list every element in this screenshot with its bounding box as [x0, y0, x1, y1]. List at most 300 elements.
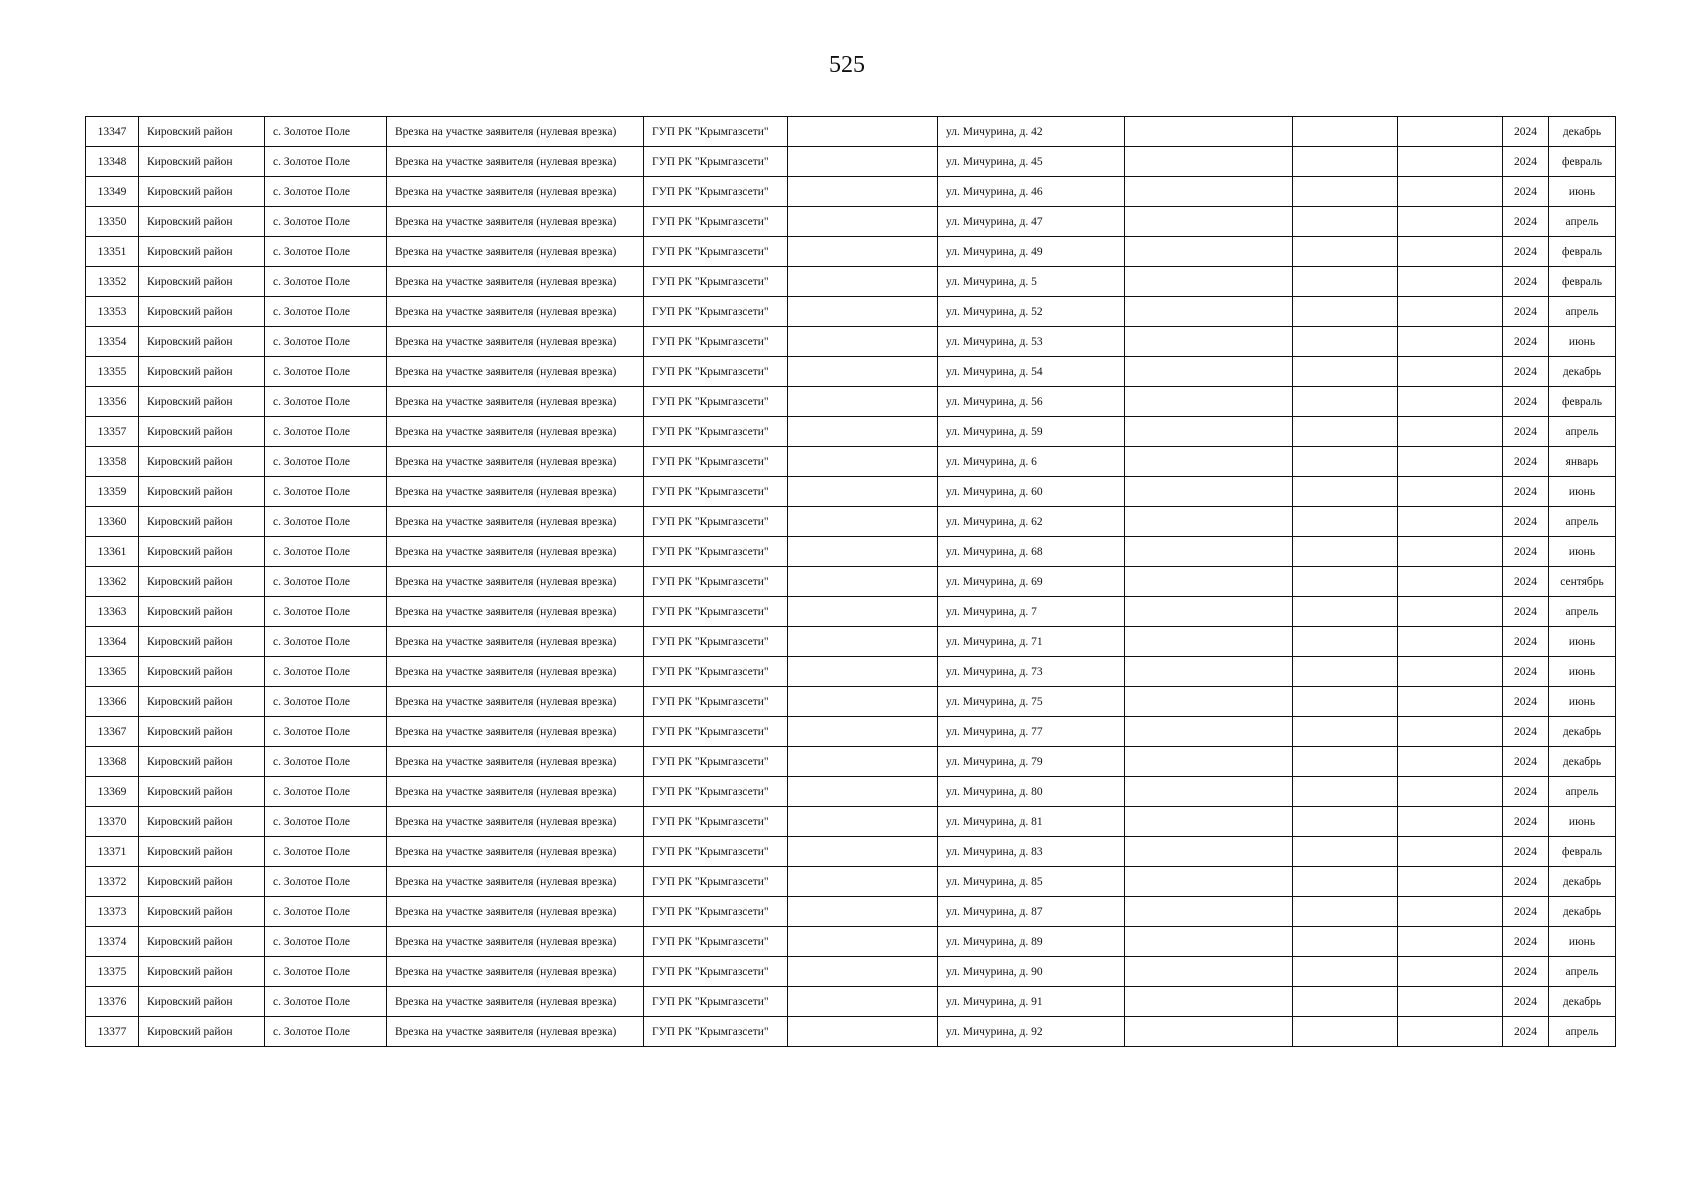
empty-cell	[1398, 537, 1503, 567]
empty-cell	[1293, 267, 1398, 297]
empty-cell	[1398, 357, 1503, 387]
year-cell: 2024	[1503, 147, 1549, 177]
organization-cell: ГУП РК "Крымгазсети"	[644, 867, 788, 897]
year-cell: 2024	[1503, 327, 1549, 357]
address-cell: ул. Мичурина, д. 87	[938, 897, 1125, 927]
empty-cell	[1293, 987, 1398, 1017]
empty-cell	[788, 597, 938, 627]
row-number-cell: 13360	[86, 507, 139, 537]
month-cell: апрель	[1549, 207, 1616, 237]
empty-cell	[1398, 597, 1503, 627]
year-cell: 2024	[1503, 627, 1549, 657]
address-cell: ул. Мичурина, д. 79	[938, 747, 1125, 777]
address-cell: ул. Мичурина, д. 53	[938, 327, 1125, 357]
table-row	[86, 837, 1616, 867]
empty-cell	[1293, 957, 1398, 987]
table-row	[86, 687, 1616, 717]
empty-cell	[1125, 507, 1293, 537]
address-cell: ул. Мичурина, д. 90	[938, 957, 1125, 987]
table-row	[86, 807, 1616, 837]
work-type-cell: Врезка на участке заявителя (нулевая врезка)	[387, 657, 644, 687]
settlement-cell: с. Золотое Поле	[265, 657, 387, 687]
address-cell: ул. Мичурина, д. 68	[938, 537, 1125, 567]
work-type-cell: Врезка на участке заявителя (нулевая врезка)	[387, 207, 644, 237]
month-cell: июнь	[1549, 477, 1616, 507]
work-type-cell: Врезка на участке заявителя (нулевая врезка)	[387, 597, 644, 627]
settlement-cell: с. Золотое Поле	[265, 747, 387, 777]
district-cell: Кировский район	[139, 117, 265, 147]
month-cell: апрель	[1549, 777, 1616, 807]
settlement-cell: с. Золотое Поле	[265, 147, 387, 177]
row-number-cell: 13359	[86, 477, 139, 507]
empty-cell	[1398, 957, 1503, 987]
district-cell: Кировский район	[139, 357, 265, 387]
row-number-cell: 13373	[86, 897, 139, 927]
month-cell: январь	[1549, 447, 1616, 477]
settlement-cell: с. Золотое Поле	[265, 327, 387, 357]
organization-cell: ГУП РК "Крымгазсети"	[644, 237, 788, 267]
month-cell: февраль	[1549, 387, 1616, 417]
empty-cell	[1398, 507, 1503, 537]
month-cell: июнь	[1549, 627, 1616, 657]
table-row	[86, 477, 1616, 507]
empty-cell	[1398, 867, 1503, 897]
row-number-cell: 13358	[86, 447, 139, 477]
address-cell: ул. Мичурина, д. 47	[938, 207, 1125, 237]
settlement-cell: с. Золотое Поле	[265, 717, 387, 747]
table-row	[86, 147, 1616, 177]
month-cell: июнь	[1549, 807, 1616, 837]
year-cell: 2024	[1503, 597, 1549, 627]
empty-cell	[1293, 747, 1398, 777]
year-cell: 2024	[1503, 357, 1549, 387]
organization-cell: ГУП РК "Крымгазсети"	[644, 567, 788, 597]
work-type-cell: Врезка на участке заявителя (нулевая врезка)	[387, 387, 644, 417]
settlement-cell: с. Золотое Поле	[265, 897, 387, 927]
row-number-cell: 13350	[86, 207, 139, 237]
address-cell: ул. Мичурина, д. 92	[938, 1017, 1125, 1047]
empty-cell	[1125, 597, 1293, 627]
empty-cell	[1293, 627, 1398, 657]
empty-cell	[1293, 297, 1398, 327]
settlement-cell: с. Золотое Поле	[265, 177, 387, 207]
empty-cell	[1125, 357, 1293, 387]
table-row	[86, 747, 1616, 777]
empty-cell	[1125, 267, 1293, 297]
address-cell: ул. Мичурина, д. 46	[938, 177, 1125, 207]
district-cell: Кировский район	[139, 237, 265, 267]
settlement-cell: с. Золотое Поле	[265, 957, 387, 987]
organization-cell: ГУП РК "Крымгазсети"	[644, 507, 788, 537]
empty-cell	[1398, 417, 1503, 447]
organization-cell: ГУП РК "Крымгазсети"	[644, 447, 788, 477]
empty-cell	[788, 777, 938, 807]
empty-cell	[1293, 897, 1398, 927]
month-cell: июнь	[1549, 927, 1616, 957]
page-number: 525	[829, 52, 865, 78]
work-type-cell: Врезка на участке заявителя (нулевая врезка)	[387, 357, 644, 387]
empty-cell	[1125, 777, 1293, 807]
work-type-cell: Врезка на участке заявителя (нулевая врезка)	[387, 897, 644, 927]
organization-cell: ГУП РК "Крымгазсети"	[644, 117, 788, 147]
work-type-cell: Врезка на участке заявителя (нулевая врезка)	[387, 267, 644, 297]
empty-cell	[1125, 687, 1293, 717]
year-cell: 2024	[1503, 687, 1549, 717]
organization-cell: ГУП РК "Крымгазсети"	[644, 477, 788, 507]
row-number-cell: 13377	[86, 1017, 139, 1047]
empty-cell	[1398, 147, 1503, 177]
settlement-cell: с. Золотое Поле	[265, 777, 387, 807]
empty-cell	[788, 267, 938, 297]
district-cell: Кировский район	[139, 627, 265, 657]
work-type-cell: Врезка на участке заявителя (нулевая врезка)	[387, 837, 644, 867]
empty-cell	[1293, 1017, 1398, 1047]
row-number-cell: 13356	[86, 387, 139, 417]
organization-cell: ГУП РК "Крымгазсети"	[644, 897, 788, 927]
table-row	[86, 897, 1616, 927]
empty-cell	[1398, 717, 1503, 747]
empty-cell	[1125, 147, 1293, 177]
work-type-cell: Врезка на участке заявителя (нулевая врезка)	[387, 297, 644, 327]
address-cell: ул. Мичурина, д. 45	[938, 147, 1125, 177]
address-cell: ул. Мичурина, д. 75	[938, 687, 1125, 717]
organization-cell: ГУП РК "Крымгазсети"	[644, 837, 788, 867]
address-cell: ул. Мичурина, д. 60	[938, 477, 1125, 507]
empty-cell	[1293, 807, 1398, 837]
empty-cell	[1293, 927, 1398, 957]
year-cell: 2024	[1503, 867, 1549, 897]
row-number-cell: 13347	[86, 117, 139, 147]
empty-cell	[1125, 837, 1293, 867]
year-cell: 2024	[1503, 177, 1549, 207]
organization-cell: ГУП РК "Крымгазсети"	[644, 297, 788, 327]
table-row	[86, 867, 1616, 897]
district-cell: Кировский район	[139, 177, 265, 207]
address-cell: ул. Мичурина, д. 73	[938, 657, 1125, 687]
address-cell: ул. Мичурина, д. 69	[938, 567, 1125, 597]
settlement-cell: с. Золотое Поле	[265, 837, 387, 867]
work-type-cell: Врезка на участке заявителя (нулевая врезка)	[387, 537, 644, 567]
settlement-cell: с. Золотое Поле	[265, 417, 387, 447]
organization-cell: ГУП РК "Крымгазсети"	[644, 687, 788, 717]
month-cell: апрель	[1549, 417, 1616, 447]
district-cell: Кировский район	[139, 507, 265, 537]
month-cell: сентябрь	[1549, 567, 1616, 597]
year-cell: 2024	[1503, 987, 1549, 1017]
month-cell: февраль	[1549, 267, 1616, 297]
empty-cell	[1398, 477, 1503, 507]
empty-cell	[1398, 777, 1503, 807]
year-cell: 2024	[1503, 477, 1549, 507]
settlement-cell: с. Золотое Поле	[265, 537, 387, 567]
year-cell: 2024	[1503, 567, 1549, 597]
empty-cell	[788, 627, 938, 657]
empty-cell	[788, 747, 938, 777]
work-type-cell: Врезка на участке заявителя (нулевая врезка)	[387, 927, 644, 957]
empty-cell	[1293, 387, 1398, 417]
work-type-cell: Врезка на участке заявителя (нулевая врезка)	[387, 117, 644, 147]
settlement-cell: с. Золотое Поле	[265, 807, 387, 837]
month-cell: апрель	[1549, 507, 1616, 537]
district-cell: Кировский район	[139, 297, 265, 327]
work-type-cell: Врезка на участке заявителя (нулевая врезка)	[387, 567, 644, 597]
row-number-cell: 13357	[86, 417, 139, 447]
row-number-cell: 13371	[86, 837, 139, 867]
year-cell: 2024	[1503, 297, 1549, 327]
row-number-cell: 13374	[86, 927, 139, 957]
month-cell: апрель	[1549, 597, 1616, 627]
row-number-cell: 13355	[86, 357, 139, 387]
empty-cell	[1398, 297, 1503, 327]
address-cell: ул. Мичурина, д. 42	[938, 117, 1125, 147]
work-type-cell: Врезка на участке заявителя (нулевая врезка)	[387, 477, 644, 507]
row-number-cell: 13351	[86, 237, 139, 267]
year-cell: 2024	[1503, 447, 1549, 477]
table-row	[86, 237, 1616, 267]
district-cell: Кировский район	[139, 267, 265, 297]
empty-cell	[788, 837, 938, 867]
empty-cell	[1125, 537, 1293, 567]
empty-cell	[1293, 417, 1398, 447]
empty-cell	[1398, 927, 1503, 957]
month-cell: апрель	[1549, 1017, 1616, 1047]
settlement-cell: с. Золотое Поле	[265, 357, 387, 387]
empty-cell	[1293, 477, 1398, 507]
address-cell: ул. Мичурина, д. 52	[938, 297, 1125, 327]
row-number-cell: 13372	[86, 867, 139, 897]
empty-cell	[1125, 237, 1293, 267]
district-cell: Кировский район	[139, 387, 265, 417]
settlement-cell: с. Золотое Поле	[265, 387, 387, 417]
table-row	[86, 1017, 1616, 1047]
empty-cell	[788, 537, 938, 567]
settlement-cell: с. Золотое Поле	[265, 567, 387, 597]
organization-cell: ГУП РК "Крымгазсети"	[644, 987, 788, 1017]
month-cell: декабрь	[1549, 357, 1616, 387]
settlement-cell: с. Золотое Поле	[265, 117, 387, 147]
empty-cell	[1125, 177, 1293, 207]
district-cell: Кировский район	[139, 327, 265, 357]
work-type-cell: Врезка на участке заявителя (нулевая врезка)	[387, 507, 644, 537]
organization-cell: ГУП РК "Крымгазсети"	[644, 807, 788, 837]
empty-cell	[1125, 897, 1293, 927]
empty-cell	[788, 117, 938, 147]
table-row	[86, 987, 1616, 1017]
year-cell: 2024	[1503, 117, 1549, 147]
district-cell: Кировский район	[139, 537, 265, 567]
empty-cell	[1125, 327, 1293, 357]
address-cell: ул. Мичурина, д. 81	[938, 807, 1125, 837]
empty-cell	[1398, 177, 1503, 207]
district-cell: Кировский район	[139, 477, 265, 507]
empty-cell	[788, 447, 938, 477]
year-cell: 2024	[1503, 807, 1549, 837]
row-number-cell: 13366	[86, 687, 139, 717]
row-number-cell: 13364	[86, 627, 139, 657]
organization-cell: ГУП РК "Крымгазсети"	[644, 207, 788, 237]
empty-cell	[1398, 237, 1503, 267]
empty-cell	[1398, 807, 1503, 837]
table-row	[86, 117, 1616, 147]
empty-cell	[788, 1017, 938, 1047]
table-row	[86, 597, 1616, 627]
empty-cell	[1125, 657, 1293, 687]
empty-cell	[1398, 747, 1503, 777]
empty-cell	[1398, 567, 1503, 597]
table-row	[86, 387, 1616, 417]
empty-cell	[1125, 867, 1293, 897]
organization-cell: ГУП РК "Крымгазсети"	[644, 537, 788, 567]
table-row	[86, 417, 1616, 447]
empty-cell	[1125, 207, 1293, 237]
empty-cell	[1398, 327, 1503, 357]
year-cell: 2024	[1503, 777, 1549, 807]
row-number-cell: 13365	[86, 657, 139, 687]
settlement-cell: с. Золотое Поле	[265, 507, 387, 537]
table-row	[86, 627, 1616, 657]
settlement-cell: с. Золотое Поле	[265, 987, 387, 1017]
month-cell: декабрь	[1549, 717, 1616, 747]
empty-cell	[788, 477, 938, 507]
organization-cell: ГУП РК "Крымгазсети"	[644, 597, 788, 627]
row-number-cell: 13349	[86, 177, 139, 207]
empty-cell	[1293, 177, 1398, 207]
table-row	[86, 507, 1616, 537]
table-row	[86, 657, 1616, 687]
empty-cell	[788, 387, 938, 417]
month-cell: июнь	[1549, 687, 1616, 717]
empty-cell	[1398, 267, 1503, 297]
work-type-cell: Врезка на участке заявителя (нулевая врезка)	[387, 867, 644, 897]
row-number-cell: 13354	[86, 327, 139, 357]
year-cell: 2024	[1503, 927, 1549, 957]
empty-cell	[1398, 1017, 1503, 1047]
settlement-cell: с. Золотое Поле	[265, 687, 387, 717]
empty-cell	[788, 687, 938, 717]
empty-cell	[1398, 627, 1503, 657]
empty-cell	[1125, 477, 1293, 507]
empty-cell	[1398, 447, 1503, 477]
empty-cell	[788, 657, 938, 687]
address-cell: ул. Мичурина, д. 71	[938, 627, 1125, 657]
organization-cell: ГУП РК "Крымгазсети"	[644, 177, 788, 207]
table-row	[86, 177, 1616, 207]
settlement-cell: с. Золотое Поле	[265, 207, 387, 237]
empty-cell	[1293, 867, 1398, 897]
empty-cell	[1293, 567, 1398, 597]
district-cell: Кировский район	[139, 1017, 265, 1047]
month-cell: апрель	[1549, 297, 1616, 327]
empty-cell	[788, 147, 938, 177]
organization-cell: ГУП РК "Крымгазсети"	[644, 267, 788, 297]
empty-cell	[788, 417, 938, 447]
address-cell: ул. Мичурина, д. 83	[938, 837, 1125, 867]
district-cell: Кировский район	[139, 717, 265, 747]
empty-cell	[788, 927, 938, 957]
empty-cell	[1293, 507, 1398, 537]
empty-cell	[1125, 987, 1293, 1017]
district-cell: Кировский район	[139, 417, 265, 447]
empty-cell	[788, 507, 938, 537]
year-cell: 2024	[1503, 237, 1549, 267]
row-number-cell: 13370	[86, 807, 139, 837]
empty-cell	[788, 987, 938, 1017]
month-cell: июнь	[1549, 657, 1616, 687]
empty-cell	[1398, 897, 1503, 927]
work-type-cell: Врезка на участке заявителя (нулевая врезка)	[387, 447, 644, 477]
empty-cell	[1398, 207, 1503, 237]
empty-cell	[1125, 627, 1293, 657]
settlement-cell: с. Золотое Поле	[265, 927, 387, 957]
year-cell: 2024	[1503, 957, 1549, 987]
row-number-cell: 13369	[86, 777, 139, 807]
organization-cell: ГУП РК "Крымгазсети"	[644, 1017, 788, 1047]
row-number-cell: 13361	[86, 537, 139, 567]
district-cell: Кировский район	[139, 957, 265, 987]
empty-cell	[788, 237, 938, 267]
table-row	[86, 777, 1616, 807]
year-cell: 2024	[1503, 717, 1549, 747]
year-cell: 2024	[1503, 507, 1549, 537]
address-cell: ул. Мичурина, д. 56	[938, 387, 1125, 417]
month-cell: декабрь	[1549, 117, 1616, 147]
table-row	[86, 927, 1616, 957]
empty-cell	[1125, 807, 1293, 837]
settlement-cell: с. Золотое Поле	[265, 1017, 387, 1047]
settlement-cell: с. Золотое Поле	[265, 447, 387, 477]
month-cell: декабрь	[1549, 747, 1616, 777]
work-type-cell: Врезка на участке заявителя (нулевая врезка)	[387, 687, 644, 717]
work-type-cell: Врезка на участке заявителя (нулевая врезка)	[387, 147, 644, 177]
empty-cell	[1125, 447, 1293, 477]
empty-cell	[1125, 957, 1293, 987]
settlement-cell: с. Золотое Поле	[265, 477, 387, 507]
empty-cell	[788, 807, 938, 837]
table-row	[86, 297, 1616, 327]
empty-cell	[1293, 687, 1398, 717]
district-cell: Кировский район	[139, 657, 265, 687]
table-row	[86, 957, 1616, 987]
month-cell: февраль	[1549, 837, 1616, 867]
table-row	[86, 267, 1616, 297]
table-row	[86, 207, 1616, 237]
empty-cell	[1293, 147, 1398, 177]
row-number-cell: 13352	[86, 267, 139, 297]
address-cell: ул. Мичурина, д. 77	[938, 717, 1125, 747]
month-cell: февраль	[1549, 147, 1616, 177]
row-number-cell: 13348	[86, 147, 139, 177]
address-cell: ул. Мичурина, д. 6	[938, 447, 1125, 477]
row-number-cell: 13353	[86, 297, 139, 327]
organization-cell: ГУП РК "Крымгазсети"	[644, 417, 788, 447]
table-row	[86, 357, 1616, 387]
month-cell: июнь	[1549, 537, 1616, 567]
year-cell: 2024	[1503, 897, 1549, 927]
address-cell: ул. Мичурина, д. 89	[938, 927, 1125, 957]
work-type-cell: Врезка на участке заявителя (нулевая врезка)	[387, 327, 644, 357]
year-cell: 2024	[1503, 747, 1549, 777]
month-cell: апрель	[1549, 957, 1616, 987]
organization-cell: ГУП РК "Крымгазсети"	[644, 747, 788, 777]
district-cell: Кировский район	[139, 927, 265, 957]
empty-cell	[1293, 207, 1398, 237]
work-type-cell: Врезка на участке заявителя (нулевая врезка)	[387, 177, 644, 207]
district-cell: Кировский район	[139, 147, 265, 177]
district-cell: Кировский район	[139, 807, 265, 837]
address-cell: ул. Мичурина, д. 91	[938, 987, 1125, 1017]
work-type-cell: Врезка на участке заявителя (нулевая врезка)	[387, 1017, 644, 1047]
organization-cell: ГУП РК "Крымгазсети"	[644, 717, 788, 747]
